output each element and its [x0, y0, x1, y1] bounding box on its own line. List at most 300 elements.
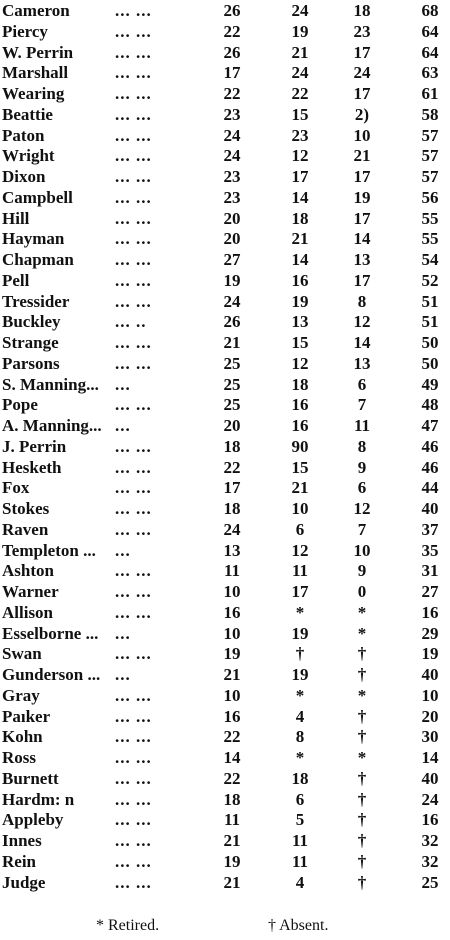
score-col-1: 20	[223, 208, 241, 228]
score-col-3: †	[357, 665, 367, 684]
name-cell: Ashton	[2, 561, 54, 581]
leader-dots: ... ...	[115, 582, 152, 601]
leader-dots: ... ...	[115, 851, 152, 871]
leader-dots: ... ...	[115, 167, 152, 186]
leader-dots: ... ...	[115, 685, 152, 705]
score-col-3: 21	[353, 146, 371, 166]
total-cell: 64	[421, 42, 439, 62]
score-col-3: 6	[357, 374, 367, 394]
leader-dots: ... ...	[115, 748, 152, 767]
total-cell: 46	[421, 436, 439, 456]
total-cell: 55	[421, 229, 439, 249]
score-col-3: 13	[353, 250, 371, 269]
score-col-3: 9	[357, 561, 367, 581]
name-cell: Hardm: n	[2, 789, 75, 809]
name-cell: Swan	[2, 644, 42, 664]
table-row	[0, 747, 450, 768]
leader-dots: ...	[115, 665, 131, 684]
score-col-2: 18	[291, 208, 309, 228]
name-cell: Parsons	[2, 353, 60, 373]
score-col-1: 19	[223, 644, 241, 664]
table-row	[0, 581, 450, 602]
name-cell: Judge	[2, 872, 46, 892]
score-col-1: 22	[223, 84, 241, 103]
name-cell: W. Perrin	[2, 42, 74, 62]
total-cell: 32	[421, 851, 439, 871]
score-col-2: 11	[291, 561, 309, 581]
table-row	[0, 664, 450, 685]
score-col-1: 14	[223, 748, 241, 767]
score-col-2: 11	[291, 851, 309, 871]
total-cell: 49	[421, 374, 439, 394]
score-col-2: 5	[295, 810, 305, 830]
table-row	[0, 809, 450, 830]
table-row	[0, 830, 450, 851]
total-cell: 68	[421, 1, 439, 20]
score-col-1: 24	[223, 125, 241, 145]
total-cell: 35	[421, 540, 439, 560]
score-col-3: 14	[353, 333, 371, 352]
table-row	[0, 208, 450, 229]
score-col-2: 24	[291, 1, 309, 20]
total-cell: 29	[421, 623, 439, 643]
table-row	[0, 125, 450, 146]
total-cell: 37	[421, 519, 439, 539]
score-col-1: 18	[223, 789, 241, 809]
leader-dots: ... ...	[115, 872, 152, 892]
total-cell: 20	[421, 706, 439, 726]
score-col-3: 7	[357, 519, 367, 539]
score-col-3: 19	[353, 187, 371, 207]
leader-dots: ... ...	[115, 395, 152, 415]
total-cell: 32	[421, 831, 439, 850]
score-col-1: 10	[223, 685, 241, 705]
score-col-2: 18	[291, 768, 309, 788]
score-col-2: 19	[291, 665, 309, 684]
name-cell: Innes	[2, 831, 42, 850]
score-col-2: 4	[295, 706, 305, 726]
table-row	[0, 457, 450, 478]
score-col-1: 18	[223, 499, 241, 518]
table-row	[0, 332, 450, 353]
score-col-3: 10	[353, 540, 371, 560]
score-col-2: 16	[291, 270, 309, 290]
score-col-3: †	[357, 872, 367, 892]
score-col-2: 19	[291, 291, 309, 311]
leader-dots: ... ...	[115, 1, 152, 20]
leader-dots: ... ...	[115, 250, 152, 269]
score-col-3: 7	[357, 395, 367, 415]
score-col-3: 2)	[354, 104, 370, 124]
name-cell: Pope	[2, 395, 38, 415]
total-cell: 54	[421, 250, 439, 269]
total-cell: 31	[421, 561, 439, 581]
score-col-1: 23	[223, 187, 241, 207]
total-cell: 19	[421, 644, 439, 664]
score-col-3: 14	[353, 229, 371, 249]
table-row	[0, 145, 450, 166]
leader-dots: ... ...	[115, 84, 152, 103]
table-row	[0, 623, 450, 644]
total-cell: 16	[421, 602, 439, 622]
leader-dots: ... ...	[115, 644, 152, 664]
leader-dots: ... ...	[115, 21, 152, 41]
score-col-1: 11	[223, 561, 241, 581]
score-col-1: 11	[223, 810, 241, 830]
name-cell: Hesketh	[2, 457, 62, 477]
name-cell: Stokes	[2, 499, 50, 518]
score-col-2: 18	[291, 374, 309, 394]
name-cell: Burnett	[2, 768, 59, 788]
name-cell: Wearing	[2, 84, 65, 103]
score-col-3: 23	[353, 21, 371, 41]
table-row	[0, 415, 450, 436]
score-col-3: 0	[357, 582, 367, 601]
total-cell: 46	[421, 457, 439, 477]
leader-dots: ... ...	[115, 436, 152, 456]
score-col-1: 22	[223, 21, 241, 41]
leader-dots: ... ...	[115, 333, 152, 352]
table-row	[0, 374, 450, 395]
footnote-absent: † Absent.	[268, 917, 329, 934]
leader-dots: ... ...	[115, 519, 152, 539]
score-col-1: 18	[223, 436, 241, 456]
leader-dots: ...	[115, 374, 131, 394]
score-col-2: 11	[291, 831, 309, 850]
name-cell: Templeton ...	[2, 540, 96, 560]
table-row	[0, 353, 450, 374]
score-col-1: 23	[223, 104, 241, 124]
leader-dots: ... ...	[115, 291, 152, 311]
name-cell: A. Manning...	[2, 416, 102, 435]
total-cell: 50	[421, 333, 439, 352]
leader-dots: ... ...	[115, 353, 152, 373]
score-col-1: 16	[223, 602, 241, 622]
name-cell: Marshall	[2, 63, 69, 83]
score-col-2: 23	[291, 125, 309, 145]
leader-dots: ... ...	[115, 457, 152, 477]
score-col-3: 8	[357, 291, 367, 311]
table-row	[0, 394, 450, 415]
leader-dots: ... ...	[115, 42, 152, 62]
leader-dots: ... ...	[115, 831, 152, 850]
score-col-1: 26	[223, 1, 241, 20]
score-col-2: 12	[291, 353, 309, 373]
total-cell: 47	[421, 416, 439, 435]
name-cell: Strange	[2, 333, 59, 352]
table-row	[0, 789, 450, 810]
score-col-1: 23	[223, 167, 241, 186]
total-cell: 44	[421, 478, 439, 498]
name-cell: Gray	[2, 685, 40, 705]
total-cell: 61	[421, 84, 439, 103]
table-row	[0, 42, 450, 63]
name-cell: Allison	[2, 602, 54, 622]
leader-dots: ... ...	[115, 229, 152, 249]
score-col-2: 22	[291, 84, 309, 103]
score-col-3: †	[357, 789, 367, 809]
name-cell: J. Perrin	[2, 436, 67, 456]
score-col-3: 17	[353, 84, 371, 103]
score-col-3: 12	[353, 312, 371, 332]
table-row	[0, 249, 450, 270]
table-row	[0, 498, 450, 519]
score-col-2: 10	[291, 499, 309, 518]
score-col-2: 21	[291, 229, 309, 249]
score-col-1: 21	[223, 665, 241, 684]
score-col-2: 19	[291, 623, 309, 643]
score-col-3: †	[357, 810, 367, 830]
name-cell: Paton	[2, 125, 45, 145]
score-col-2: 4	[295, 872, 305, 892]
score-col-1: 24	[223, 291, 241, 311]
name-cell: Esselborne ...	[2, 623, 99, 643]
table-row	[0, 519, 450, 540]
leader-dots: ... ..	[115, 312, 147, 332]
total-cell: 30	[421, 727, 439, 747]
leader-dots: ... ...	[115, 104, 152, 124]
score-col-3: †	[357, 727, 367, 747]
name-cell: Kohn	[2, 727, 43, 747]
leader-dots: ... ...	[115, 499, 152, 518]
score-col-3: *	[357, 685, 367, 705]
table-row	[0, 540, 450, 561]
score-col-3: 17	[353, 208, 371, 228]
total-cell: 40	[421, 768, 439, 788]
score-col-2: 12	[291, 540, 309, 560]
score-col-2: 90	[291, 436, 309, 456]
score-col-1: 17	[223, 478, 241, 498]
score-col-3: 17	[353, 270, 371, 290]
score-col-3: *	[357, 748, 367, 767]
total-cell: 25	[421, 872, 439, 892]
table-row	[0, 0, 450, 21]
score-col-3: †	[357, 831, 367, 850]
name-cell: Chapman	[2, 250, 74, 269]
score-col-3: 8	[357, 436, 367, 456]
table-row	[0, 872, 450, 893]
name-cell: Piercy	[2, 21, 48, 41]
table-row	[0, 270, 450, 291]
total-cell: 10	[421, 685, 439, 705]
score-col-2: *	[295, 685, 305, 705]
total-cell: 55	[421, 208, 439, 228]
score-col-2: †	[295, 644, 305, 664]
name-cell: Beattie	[2, 104, 53, 124]
score-col-1: 24	[223, 519, 241, 539]
score-col-1: 13	[223, 540, 241, 560]
table-row	[0, 166, 450, 187]
score-col-1: 27	[223, 250, 241, 269]
name-cell: Hayman	[2, 229, 65, 249]
leader-dots: ...	[115, 623, 131, 643]
table-row	[0, 851, 450, 872]
total-cell: 50	[421, 353, 439, 373]
score-col-3: 17	[353, 167, 371, 186]
name-cell: Wright	[2, 146, 55, 166]
score-col-1: 19	[223, 270, 241, 290]
leader-dots: ... ...	[115, 706, 152, 726]
score-col-3: 12	[353, 499, 371, 518]
score-col-1: 22	[223, 727, 241, 747]
total-cell: 64	[421, 21, 439, 41]
leader-dots: ... ...	[115, 478, 152, 498]
name-cell: Raven	[2, 519, 49, 539]
score-col-3: 10	[353, 125, 371, 145]
score-col-3: 17	[353, 42, 371, 62]
total-cell: 56	[421, 187, 439, 207]
name-cell: Ross	[2, 748, 37, 767]
score-col-1: 20	[223, 416, 241, 435]
score-col-2: 13	[291, 312, 309, 332]
leader-dots: ... ...	[115, 810, 152, 830]
score-col-2: 17	[291, 582, 309, 601]
score-col-1: 22	[223, 457, 241, 477]
name-cell: Warner	[2, 582, 59, 601]
table-row	[0, 62, 450, 83]
score-col-2: 21	[291, 478, 309, 498]
score-col-1: 20	[223, 229, 241, 249]
name-cell: Rein	[2, 851, 36, 871]
score-col-3: 13	[353, 353, 371, 373]
score-col-3: †	[357, 851, 367, 871]
total-cell: 51	[421, 291, 439, 311]
score-col-2: 12	[291, 146, 309, 166]
score-col-3: *	[357, 623, 367, 643]
score-col-2: 14	[291, 250, 309, 269]
leader-dots: ... ...	[115, 561, 152, 581]
name-cell: Fox	[2, 478, 30, 498]
leader-dots: ... ...	[115, 146, 152, 166]
table-row	[0, 706, 450, 727]
table-row	[0, 602, 450, 623]
score-col-2: 15	[291, 104, 309, 124]
score-col-3: 11	[353, 416, 371, 435]
table-row	[0, 228, 450, 249]
footnote-retired: * Retired.	[96, 917, 160, 934]
total-cell: 58	[421, 104, 439, 124]
total-cell: 48	[421, 395, 439, 415]
table-row	[0, 477, 450, 498]
leader-dots: ... ...	[115, 602, 152, 622]
score-col-1: 10	[223, 623, 241, 643]
score-col-2: 8	[295, 727, 305, 747]
score-col-2: *	[295, 748, 305, 767]
leader-dots: ...	[115, 540, 131, 560]
table-row	[0, 104, 450, 125]
score-col-3: 9	[357, 457, 367, 477]
table-row	[0, 291, 450, 312]
name-cell: Buckley	[2, 312, 61, 332]
name-cell: Gunderson ...	[2, 665, 101, 684]
table-row	[0, 187, 450, 208]
leader-dots: ... ...	[115, 63, 152, 83]
table-row	[0, 643, 450, 664]
score-col-2: 6	[295, 519, 305, 539]
score-col-3: †	[357, 768, 367, 788]
score-col-1: 21	[223, 333, 241, 352]
table-row	[0, 768, 450, 789]
score-col-2: 16	[291, 395, 309, 415]
total-cell: 57	[421, 167, 439, 186]
total-cell: 16	[421, 810, 439, 830]
score-col-2: 16	[291, 416, 309, 435]
score-col-1: 25	[223, 374, 241, 394]
leader-dots: ... ...	[115, 789, 152, 809]
score-col-1: 21	[223, 872, 241, 892]
score-col-1: 24	[223, 146, 241, 166]
table-row	[0, 726, 450, 747]
score-col-2: 17	[291, 167, 309, 186]
total-cell: 57	[421, 146, 439, 166]
total-cell: 14	[421, 748, 439, 767]
leader-dots: ... ...	[115, 727, 152, 747]
score-col-3: *	[357, 602, 367, 622]
score-col-3: 18	[353, 1, 371, 20]
leader-dots: ...	[115, 416, 131, 435]
score-col-1: 26	[223, 312, 241, 332]
name-cell: Campbell	[2, 187, 73, 207]
table-row	[0, 560, 450, 581]
score-col-2: 19	[291, 21, 309, 41]
score-col-1: 26	[223, 42, 241, 62]
footnote	[0, 915, 450, 937]
score-col-3: 24	[353, 63, 371, 83]
name-cell: Appleby	[2, 810, 64, 830]
total-cell: 51	[421, 312, 439, 332]
score-col-3: †	[357, 644, 367, 664]
name-cell: S. Manning...	[2, 374, 99, 394]
leader-dots: ... ...	[115, 125, 152, 145]
score-col-3: 6	[357, 478, 367, 498]
score-col-3: †	[357, 706, 367, 726]
score-col-1: 16	[223, 706, 241, 726]
table-row	[0, 436, 450, 457]
score-col-2: 6	[295, 789, 305, 809]
score-col-2: 15	[291, 457, 309, 477]
total-cell: 24	[421, 789, 439, 809]
score-col-1: 21	[223, 831, 241, 850]
name-cell: Dixon	[2, 167, 46, 186]
total-cell: 40	[421, 499, 439, 518]
name-cell: Hill	[2, 208, 30, 228]
total-cell: 63	[421, 63, 439, 83]
score-col-2: 21	[291, 42, 309, 62]
total-cell: 52	[421, 270, 439, 290]
table-row	[0, 685, 450, 706]
leader-dots: ... ...	[115, 187, 152, 207]
score-col-1: 25	[223, 353, 241, 373]
score-col-1: 17	[223, 63, 241, 83]
name-cell: Pell	[2, 270, 30, 290]
total-cell: 27	[421, 582, 439, 601]
score-col-2: 15	[291, 333, 309, 352]
leader-dots: ... ...	[115, 270, 152, 290]
score-col-1: 10	[223, 582, 241, 601]
table-row	[0, 21, 450, 42]
score-col-2: *	[295, 602, 305, 622]
score-col-2: 14	[291, 187, 309, 207]
name-cell: Cameron	[2, 1, 70, 20]
score-col-1: 19	[223, 851, 241, 871]
name-cell: Tressider	[2, 291, 70, 311]
name-cell: Paıker	[2, 706, 51, 726]
table-row	[0, 83, 450, 104]
table-row	[0, 311, 450, 332]
score-col-1: 22	[223, 768, 241, 788]
score-col-1: 25	[223, 395, 241, 415]
total-cell: 57	[421, 125, 439, 145]
